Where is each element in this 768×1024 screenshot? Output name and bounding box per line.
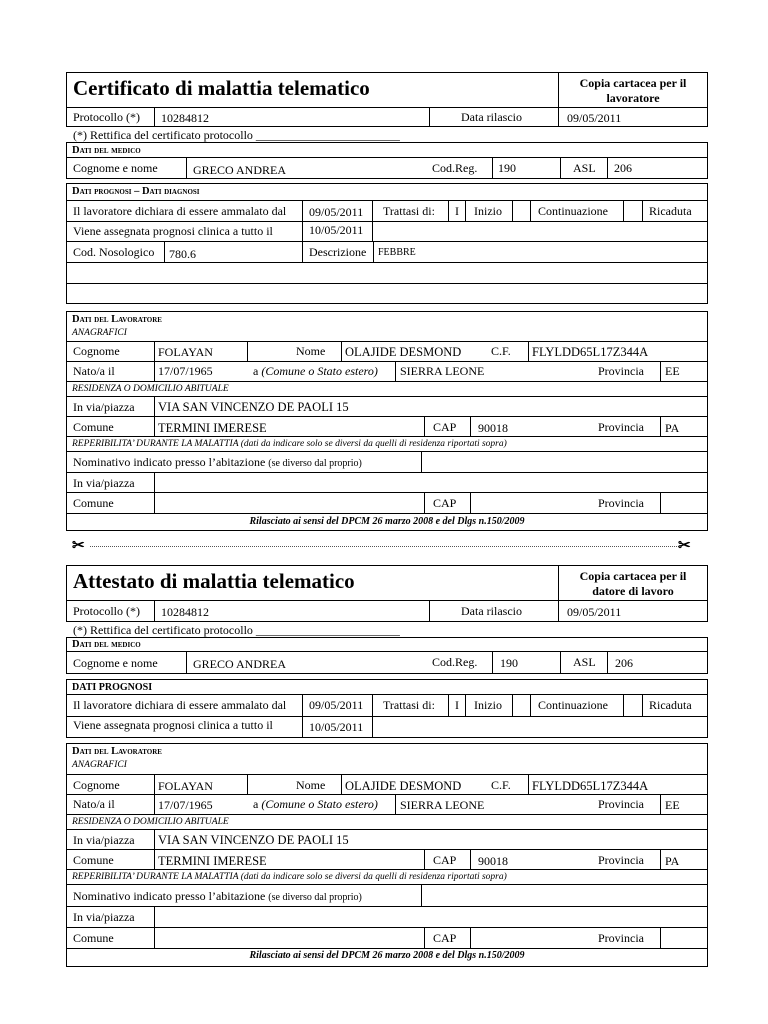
issue-date-value: 09/05/2011: [567, 605, 622, 619]
attestation-title: Attestato di malattia telematico: [73, 569, 355, 593]
street-value: VIA SAN VINCENZO DE PAOLI 15: [158, 833, 349, 847]
avail-comune-label: Comune: [73, 496, 114, 510]
doctor-name-label: Cognome e nome: [73, 656, 158, 670]
codreg-value: 190: [498, 161, 516, 175]
asl-label: ASL: [573, 161, 596, 175]
residence-section-title: RESIDENZA O DOMICILIO ABITUALE: [72, 817, 229, 827]
ricaduta-label: Ricaduta: [649, 204, 692, 218]
asl-label: ASL: [573, 655, 596, 669]
declares-label: Il lavoratore dichiara di essere ammalato dal: [73, 698, 287, 712]
comune-value: TERMINI IMERESE: [158, 854, 267, 868]
issue-date-value: 09/05/2011: [567, 111, 622, 125]
cap-value: 90018: [478, 854, 508, 868]
worker-section-title: Dati del Lavoratore: [72, 746, 162, 757]
born-place-value: SIERRA LEONE: [400, 798, 485, 812]
prognosis-value: 10/05/2011: [309, 720, 364, 734]
doctor-section-title: Dati del medico: [72, 639, 141, 650]
cap-label: CAP: [433, 420, 457, 434]
cf-value: FLYLDD65L17Z344A: [532, 779, 649, 793]
comune-value: TERMINI IMERESE: [158, 421, 267, 435]
born-province-label: Provincia: [598, 364, 644, 378]
avail-street-label: In via/piazza: [73, 910, 135, 924]
street-label: In via/piazza: [73, 833, 135, 847]
codreg-label: Cod.Reg.: [432, 161, 478, 175]
cf-label: C.F.: [491, 778, 511, 792]
prognosis-label: Viene assegnata prognosi clinica a tutto il: [73, 718, 273, 732]
res-province-value: PA: [665, 421, 680, 435]
avail-cap-label: CAP: [433, 931, 457, 945]
trattasi-i: I: [455, 698, 459, 712]
born-value: 17/07/1965: [158, 364, 213, 378]
prognosis-section-title: Dati prognosi – Dati diagnosi: [72, 186, 200, 197]
avail-comune-label: Comune: [73, 931, 114, 945]
anagrafici-label: ANAGRAFICI: [72, 328, 127, 338]
cap-value: 90018: [478, 421, 508, 435]
doctor-name-label: Cognome e nome: [73, 161, 158, 175]
doctor-name-value: GRECO ANDREA: [193, 657, 287, 671]
res-province-label: Provincia: [598, 420, 644, 434]
doctor-section-title: Dati del medico: [72, 145, 141, 156]
nominative-label: Nominativo indicato presso l’abitazione (se diverso dal proprio): [73, 455, 362, 469]
born-province-value: EE: [665, 798, 680, 812]
avail-street-label: In via/piazza: [73, 476, 135, 490]
prognosis-section-title: DATI PROGNOSI: [72, 682, 153, 693]
declares-value: 09/05/2011: [309, 698, 364, 712]
certificate-title: Certificato di malattia telematico: [73, 76, 370, 100]
prognosis-value: 10/05/2011: [309, 223, 364, 237]
protocol-value: 10284812: [161, 111, 209, 125]
certificate-copy-note: Copia cartacea per il lavoratore: [579, 76, 687, 105]
scissors-left-icon: ✂: [72, 538, 85, 554]
trattasi-label: Trattasi di:: [383, 204, 435, 218]
protocol-label: Protocollo (*): [73, 110, 140, 124]
nominative-label: Nominativo indicato presso l’abitazione (se diverso dal proprio): [73, 889, 362, 903]
born-label: Nato/a il: [73, 364, 115, 378]
rectify-note: (*) Rettifica del certificato protocollo ________________________: [73, 128, 400, 142]
nosologic-label: Cod. Nosologico: [73, 245, 155, 259]
born-value: 17/07/1965: [158, 798, 213, 812]
attestation-footer: Rilasciato ai sensi del DPCM 26 marzo 2008 e del Dlgs n.150/2009: [249, 950, 525, 961]
prognosis-label: Viene assegnata prognosi clinica a tutto il: [73, 224, 273, 238]
declares-value: 09/05/2011: [309, 205, 364, 219]
ricaduta-label: Ricaduta: [649, 698, 692, 712]
certificate-footer: Rilasciato ai sensi del DPCM 26 marzo 2008 e del Dlgs n.150/2009: [249, 516, 525, 527]
name-label: Nome: [296, 778, 326, 792]
res-province-value: PA: [665, 854, 680, 868]
comune-label: Comune: [73, 853, 114, 867]
attestation-copy-note: Copia cartacea per il datore di lavoro: [579, 569, 687, 598]
surname-value: FOLAYAN: [158, 779, 213, 793]
description-label: Descrizione: [309, 245, 367, 259]
surname-value: FOLAYAN: [158, 345, 213, 359]
avail-province-label: Provincia: [598, 931, 644, 945]
born-place-label: a (Comune o Stato estero): [253, 797, 378, 811]
protocol-label: Protocollo (*): [73, 604, 140, 618]
street-label: In via/piazza: [73, 400, 135, 414]
born-place-label: a (Comune o Stato estero): [253, 364, 378, 378]
name-value: OLAJIDE DESMOND: [345, 345, 462, 359]
asl-value: 206: [615, 656, 633, 670]
worker-section-title: Dati del Lavoratore: [72, 314, 162, 325]
inizio-label: Inizio: [474, 204, 502, 218]
trattasi-i: I: [455, 204, 459, 218]
protocol-value: 10284812: [161, 605, 209, 619]
born-place-value: SIERRA LEONE: [400, 364, 485, 378]
res-province-label: Provincia: [598, 853, 644, 867]
declares-label: Il lavoratore dichiara di essere ammalato dal: [73, 204, 287, 218]
availability-section-title: REPERIBILITA’ DURANTE LA MALATTIA (dati da indicare solo se diversi da quelli di residenza riportati sopra): [72, 439, 507, 449]
nosologic-value: 780.6: [169, 247, 196, 261]
surname-label: Cognome: [73, 778, 120, 792]
issue-date-label: Data rilascio: [461, 604, 522, 618]
issue-date-label: Data rilascio: [461, 110, 522, 124]
continuazione-label: Continuazione: [538, 204, 608, 218]
born-province-label: Provincia: [598, 797, 644, 811]
born-label: Nato/a il: [73, 797, 115, 811]
residence-section-title: RESIDENZA O DOMICILIO ABITUALE: [72, 384, 229, 394]
comune-label: Comune: [73, 420, 114, 434]
asl-value: 206: [614, 161, 632, 175]
cap-label: CAP: [433, 853, 457, 867]
doctor-name-value: GRECO ANDREA: [193, 163, 287, 177]
availability-section-title: REPERIBILITA’ DURANTE LA MALATTIA (dati da indicare solo se diversi da quelli di residenza riportati sopra): [72, 872, 507, 882]
born-province-value: EE: [665, 364, 680, 378]
description-value: FEBBRE: [378, 247, 416, 258]
codreg-label: Cod.Reg.: [432, 655, 478, 669]
name-value: OLAJIDE DESMOND: [345, 779, 462, 793]
scissors-right-icon: ✂: [678, 538, 691, 554]
avail-cap-label: CAP: [433, 496, 457, 510]
continuazione-label: Continuazione: [538, 698, 608, 712]
cf-value: FLYLDD65L17Z344A: [532, 345, 649, 359]
rectify-note: (*) Rettifica del certificato protocollo ________________________: [73, 623, 400, 637]
trattasi-label: Trattasi di:: [383, 698, 435, 712]
name-label: Nome: [296, 344, 326, 358]
codreg-value: 190: [500, 656, 518, 670]
surname-label: Cognome: [73, 344, 120, 358]
avail-province-label: Provincia: [598, 496, 644, 510]
street-value: VIA SAN VINCENZO DE PAOLI 15: [158, 400, 349, 414]
anagrafici-label: ANAGRAFICI: [72, 760, 127, 770]
cf-label: C.F.: [491, 344, 511, 358]
inizio-label: Inizio: [474, 698, 502, 712]
